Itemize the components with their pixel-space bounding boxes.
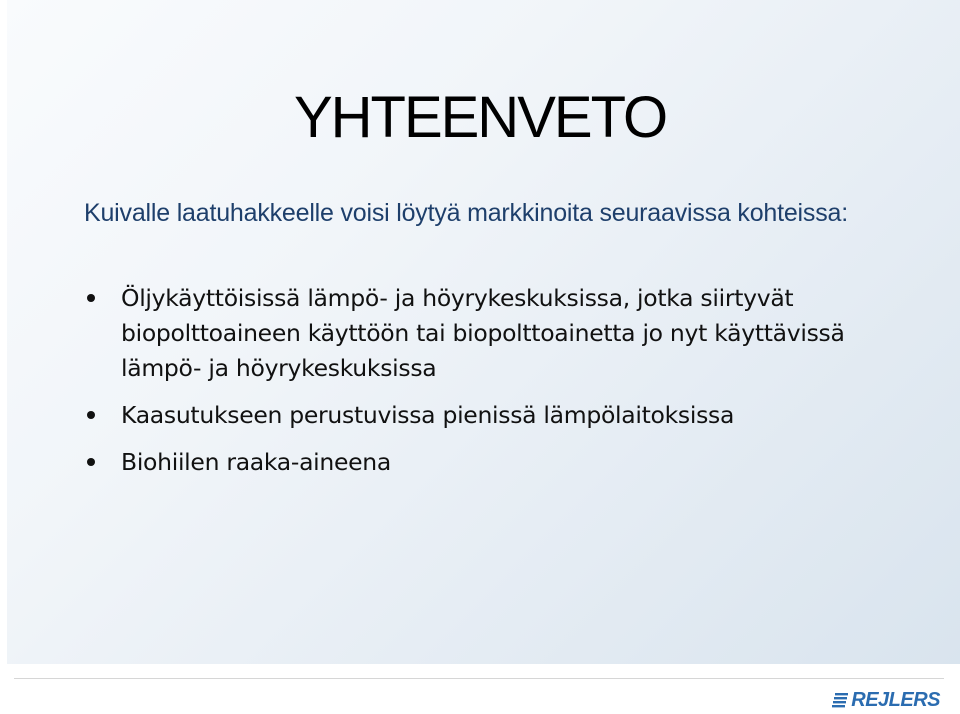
bullet-item bbox=[84, 398, 904, 433]
bullet-text: Öljykäyttöisissä lämpö- ja höyrykeskuksissa, jotka siirtyvät biopolttoaineen käyttöön tai biopolttoainetta jo nyt käyttävissä lämpö- ja höyrykeskuksissa bbox=[121, 284, 845, 382]
bullet-dot-icon bbox=[87, 294, 95, 302]
bullet-dot-icon bbox=[87, 411, 95, 419]
slide-title bbox=[0, 84, 960, 151]
logo-stripes-icon bbox=[831, 692, 849, 708]
logo-text: REJLERS bbox=[851, 689, 940, 711]
bullet-text: Biohiilen raaka-aineena bbox=[121, 448, 392, 476]
bullet-item bbox=[84, 281, 904, 386]
footer-divider bbox=[14, 678, 944, 679]
company-logo bbox=[831, 689, 940, 711]
bullet-item bbox=[84, 445, 904, 480]
bullet-list bbox=[84, 281, 904, 492]
bullet-dot-icon bbox=[87, 458, 95, 466]
intro-text: Kuivalle laatuhakkeelle voisi löytyä markkinoita seuraavissa kohteissa: bbox=[84, 199, 848, 227]
bullet-text: Kaasutukseen perustuvissa pienissä lämpölaitoksissa bbox=[121, 401, 735, 429]
slide-title-text: YHTEENVETO bbox=[293, 85, 667, 150]
